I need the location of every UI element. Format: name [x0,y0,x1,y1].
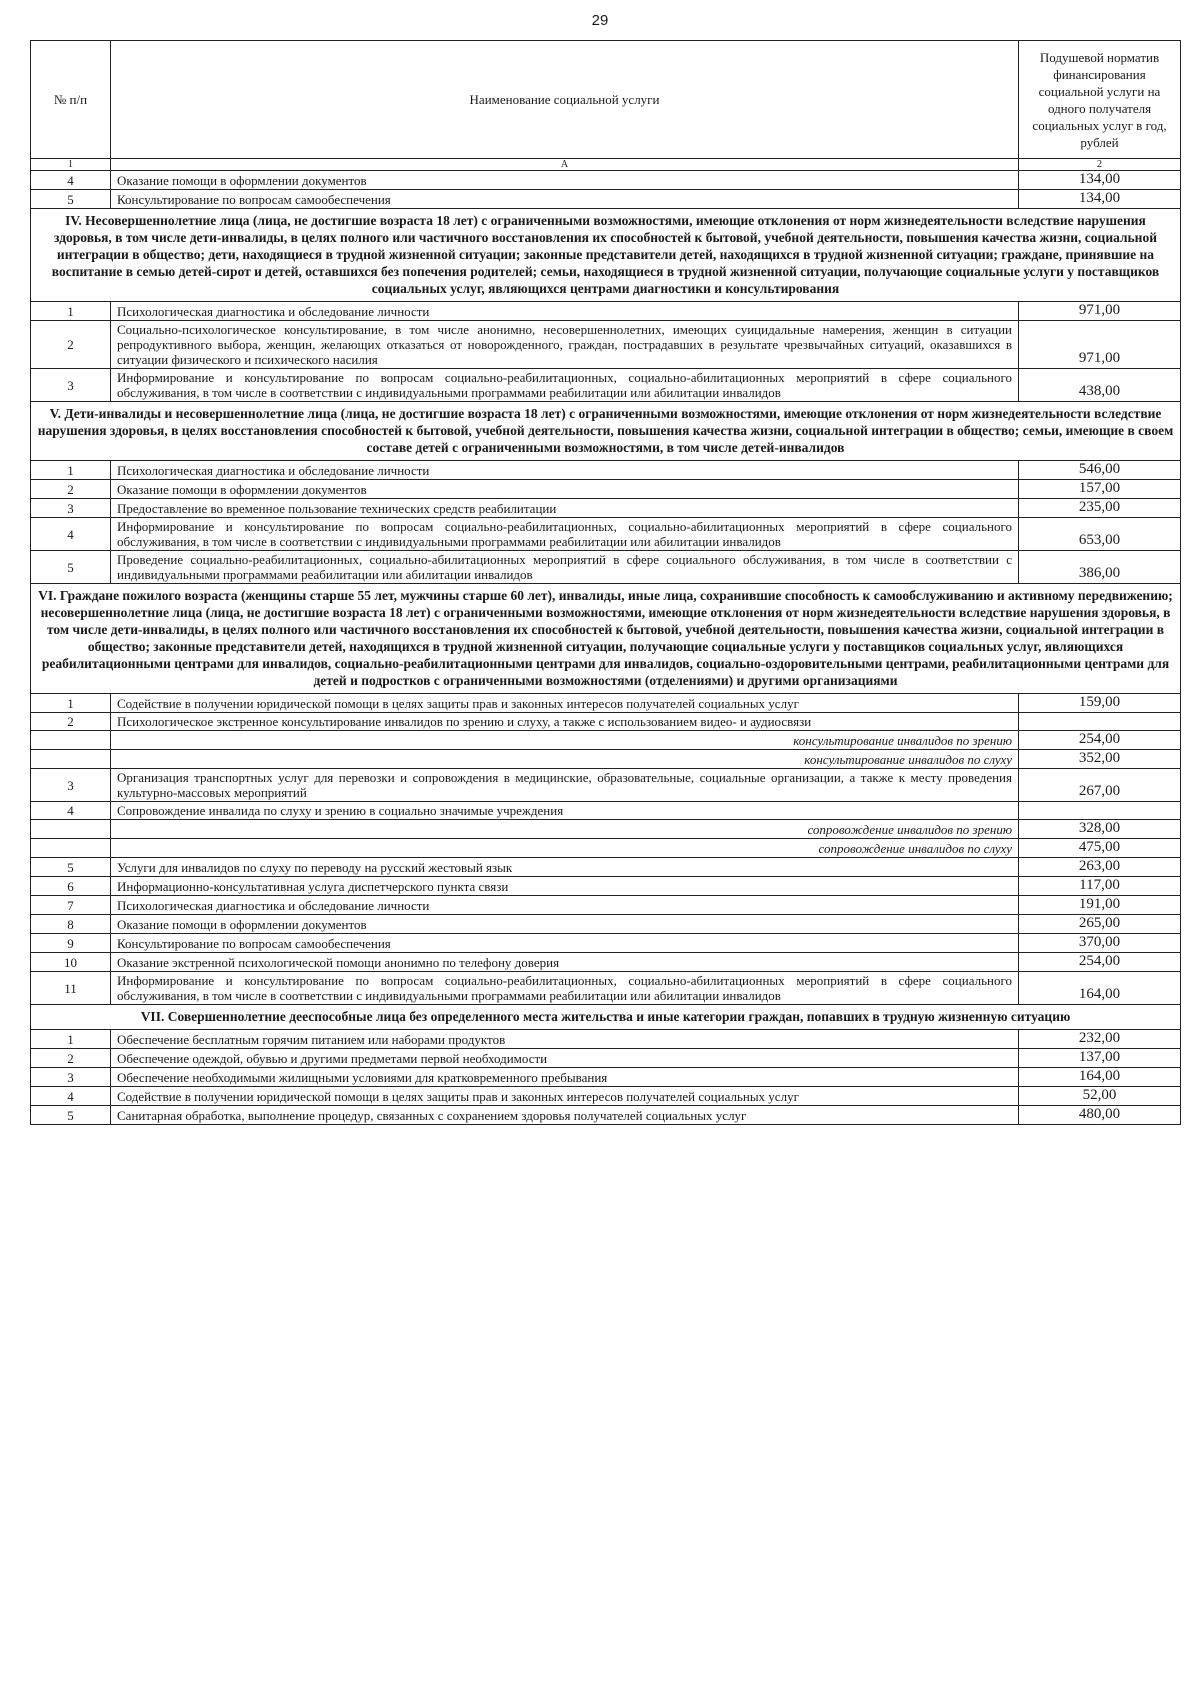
service-name: Обеспечение одеждой, обувью и другими предметами первой необходимости [111,1049,1019,1068]
service-name: Обеспечение необходимыми жилищными условиями для кратковременного пребывания [111,1068,1019,1087]
row-number: 6 [31,877,111,896]
index-cell: 2 [1019,159,1181,171]
table-row [31,953,1181,972]
service-name: Обеспечение бесплатным горячим питанием или наборами продуктов [111,1030,1019,1049]
page-number: 29 [591,12,609,29]
row-number: 11 [31,972,111,1005]
row-number [31,731,111,750]
row-number: 3 [31,1068,111,1087]
norm-value: 475,00 [1019,839,1181,858]
section-header-row [31,209,1181,302]
section-header-row [31,584,1181,694]
service-name: Психологическое экстренное консультирование инвалидов по зрению и слуху, а также с использованием видео- и аудиосвязи [111,713,1019,731]
row-number [31,839,111,858]
row-number: 7 [31,896,111,915]
table-row [31,694,1181,713]
table-row [31,518,1181,551]
service-name: Содействие в получении юридической помощи в целях защиты прав и законных интересов получателей социальных услуг [111,1087,1019,1106]
row-number [31,750,111,769]
row-number: 10 [31,953,111,972]
norm-value: 480,00 [1019,1106,1181,1125]
service-name: Содействие в получении юридической помощи в целях защиты прав и законных интересов получателей социальных услуг [111,694,1019,713]
norm-value: 352,00 [1019,750,1181,769]
section-title: VII. Совершеннолетние дееспособные лица без определенного места жительства и иные категории граждан, попавших в трудную жизненную ситуацию [31,1005,1181,1030]
table-row [31,461,1181,480]
norm-value: 157,00 [1019,480,1181,499]
row-number: 4 [31,802,111,820]
norm-value: 232,00 [1019,1030,1181,1049]
service-name: Санитарная обработка, выполнение процедур, связанных с сохранением здоровья получателей социальных услуг [111,1106,1019,1125]
row-number: 2 [31,480,111,499]
table-row [31,858,1181,877]
row-number: 3 [31,369,111,402]
row-number: 3 [31,769,111,802]
row-number: 5 [31,1106,111,1125]
table-row [31,934,1181,953]
table-subrow [31,750,1181,769]
service-name: Информационно-консультативная услуга диспетчерского пункта связи [111,877,1019,896]
norm-value: 191,00 [1019,896,1181,915]
table-subrow [31,820,1181,839]
column-index-row [31,159,1181,171]
table-row [31,480,1181,499]
row-number: 5 [31,190,111,209]
service-name: консультирование инвалидов по слуху [111,750,1019,769]
row-number: 3 [31,499,111,518]
service-name: Консультирование по вопросам самообеспечения [111,190,1019,209]
service-name: Организация транспортных услуг для перевозки и сопровождения в медицинские, образовательные, социальные организации, а также к месту проведения культурно-массовых мероприятий [111,769,1019,802]
table-row [31,1049,1181,1068]
table-subrow [31,839,1181,858]
row-number: 4 [31,518,111,551]
norm-value: 134,00 [1019,171,1181,190]
service-name: Психологическая диагностика и обследование личности [111,461,1019,480]
service-name: Психологическая диагностика и обследование личности [111,896,1019,915]
service-name: сопровождение инвалидов по слуху [111,839,1019,858]
norm-value: 52,00 [1019,1087,1181,1106]
row-number: 2 [31,713,111,731]
row-number: 9 [31,934,111,953]
service-name: Оказание экстренной психологической помощи анонимно по телефону доверия [111,953,1019,972]
row-number: 1 [31,1030,111,1049]
norm-value: 254,00 [1019,731,1181,750]
norm-value: 267,00 [1019,769,1181,802]
norm-value: 971,00 [1019,321,1181,369]
table-row [31,1106,1181,1125]
row-number: 2 [31,1049,111,1068]
norm-value: 438,00 [1019,369,1181,402]
norms-table-body [31,41,1181,1125]
row-number: 1 [31,302,111,321]
service-name: Оказание помощи в оформлении документов [111,915,1019,934]
norm-value: 235,00 [1019,499,1181,518]
norm-value: 328,00 [1019,820,1181,839]
table-row [31,321,1181,369]
service-name: Информирование и консультирование по вопросам социально-реабилитационных, социально-абилитационных мероприятий в сфере социального обслуживания, в том числе в соответствии с индивидуальными программами реабилитации или абилитации инвалидов [111,369,1019,402]
header-col-name: Наименование социальной услуги [111,41,1019,159]
norm-value: 265,00 [1019,915,1181,934]
row-number: 4 [31,1087,111,1106]
table-row [31,1030,1181,1049]
service-name: Проведение социально-реабилитационных, социально-абилитационных мероприятий в сфере социального обслуживания, в том числе в соответствии с индивидуальными программами реабилитации или абилитации инвалидов [111,551,1019,584]
norms-table [30,40,1181,1125]
row-number: 5 [31,858,111,877]
service-name: сопровождение инвалидов по зрению [111,820,1019,839]
header-col-value: Подушевой норматив финансирования социальной услуги на одного получателя социальных услуг в год, рублей [1019,41,1181,159]
section-header-row [31,402,1181,461]
table-row [31,499,1181,518]
row-number: 4 [31,171,111,190]
row-number: 2 [31,321,111,369]
row-number [31,820,111,839]
section-title: V. Дети-инвалиды и несовершеннолетние лица (лица, не достигшие возраста 18 лет) с ограниченными возможностями, имеющие отклонения от норм жизнедеятельности вследствие нарушения здоровья, в целях восстановления способностей к бытовой, учебной деятельности, повышения качества жизни, социальной интеграции в общество; семьи, имеющие в своем составе детей с ограниченными возможностями, в том числе детей-инвалидов [31,402,1181,461]
header-col-num: № п/п [31,41,111,159]
norm-value [1019,802,1181,820]
row-number: 1 [31,461,111,480]
norm-value [1019,713,1181,731]
table-subrow [31,731,1181,750]
table-row [31,769,1181,802]
table-row [31,1087,1181,1106]
table-row [31,713,1181,731]
norm-value: 971,00 [1019,302,1181,321]
service-name: Психологическая диагностика и обследование личности [111,302,1019,321]
row-number: 8 [31,915,111,934]
norm-value: 254,00 [1019,953,1181,972]
service-name: Социально-психологическое консультирование, в том числе анонимно, несовершеннолетних, имеющих суицидальные намерения, женщин в ситуации репродуктивного выбора, женщин, желающих отказаться от новорожденного, граждан, пострадавших в результате чрезвычайных ситуаций, оказавшихся в ситуации физического и психического насилия [111,321,1019,369]
service-name: Сопровождение инвалида по слуху и зрению в социально значимые учреждения [111,802,1019,820]
table-row [31,802,1181,820]
norm-value: 134,00 [1019,190,1181,209]
service-name: консультирование инвалидов по зрению [111,731,1019,750]
section-title: VI. Граждане пожилого возраста (женщины старше 55 лет, мужчины старше 60 лет), инвалиды, иные лица, сохранившие способность к самообслуживанию и активному передвижению; несовершеннолетние лица (лица, не достигшие возраста 18 лет) с ограниченными возможностями, имеющие отклонения от норм жизнедеятельности вследствие нарушения здоровья, в том числе дети-инвалиды, в целях полного или частичного восстановления их способностей к бытовой, учебной деятельности, повышения качества жизни, социальной интеграции в общество; законные представители детей, находящихся в трудной жизненной ситуации, получающие социальные услуги у поставщиков социальных услуг, являющихся реабилитационными центрами для инвалидов, социально-реабилитационными центрами для инвалидов, социально-оздоровительными центрами, реабилитационными центрами для детей и подростков с ограниченными возможностями (отделениями) и другими организациями [31,584,1181,694]
service-name: Информирование и консультирование по вопросам социально-реабилитационных, социально-абилитационных мероприятий в сфере социального обслуживания, в том числе в соответствии с индивидуальными программами реабилитации или абилитации инвалидов [111,972,1019,1005]
index-cell: А [111,159,1019,171]
table-row [31,190,1181,209]
row-number: 1 [31,694,111,713]
service-name: Оказание помощи в оформлении документов [111,171,1019,190]
norm-value: 546,00 [1019,461,1181,480]
table-row [31,369,1181,402]
table-row [31,877,1181,896]
table-row [31,302,1181,321]
service-name: Консультирование по вопросам самообеспечения [111,934,1019,953]
table-row [31,972,1181,1005]
norm-value: 164,00 [1019,972,1181,1005]
index-cell: 1 [31,159,111,171]
table-row [31,171,1181,190]
service-name: Предоставление во временное пользование технических средств реабилитации [111,499,1019,518]
section-title: IV. Несовершеннолетние лица (лица, не достигшие возраста 18 лет) с ограниченными возможностями, имеющие отклонения от норм жизнедеятельности вследствие нарушения здоровья, в том числе дети-инвалиды, в целях полного или частичного восстановления их способностей к бытовой, учебной деятельности, повышения качества жизни, социальной интеграции в общество; дети, находящиеся в трудной жизненной ситуации; законные представители детей, находящихся в трудной жизненной ситуации; граждане, принявшие на воспитание в семью детей-сирот и детей, оставшихся без попечения родителей; семьи, находящиеся в трудной жизненной ситуации, получающие социальные услуги у поставщиков социальных услуг, являющихся центрами диагностики и консультирования [31,209,1181,302]
row-number: 5 [31,551,111,584]
table-row [31,896,1181,915]
service-name: Оказание помощи в оформлении документов [111,480,1019,499]
header-row [31,41,1181,159]
norm-value: 164,00 [1019,1068,1181,1087]
section-header-row [31,1005,1181,1030]
service-name: Услуги для инвалидов по слуху по переводу на русский жестовый язык [111,858,1019,877]
norm-value: 137,00 [1019,1049,1181,1068]
table-row [31,915,1181,934]
norm-value: 159,00 [1019,694,1181,713]
service-name: Информирование и консультирование по вопросам социально-реабилитационных, социально-абилитационных мероприятий в сфере социального обслуживания, в том числе в соответствии с индивидуальными программами реабилитации или абилитации инвалидов [111,518,1019,551]
norm-value: 117,00 [1019,877,1181,896]
table-row [31,1068,1181,1087]
norm-value: 263,00 [1019,858,1181,877]
norm-value: 653,00 [1019,518,1181,551]
table-row [31,551,1181,584]
norm-value: 370,00 [1019,934,1181,953]
norm-value: 386,00 [1019,551,1181,584]
